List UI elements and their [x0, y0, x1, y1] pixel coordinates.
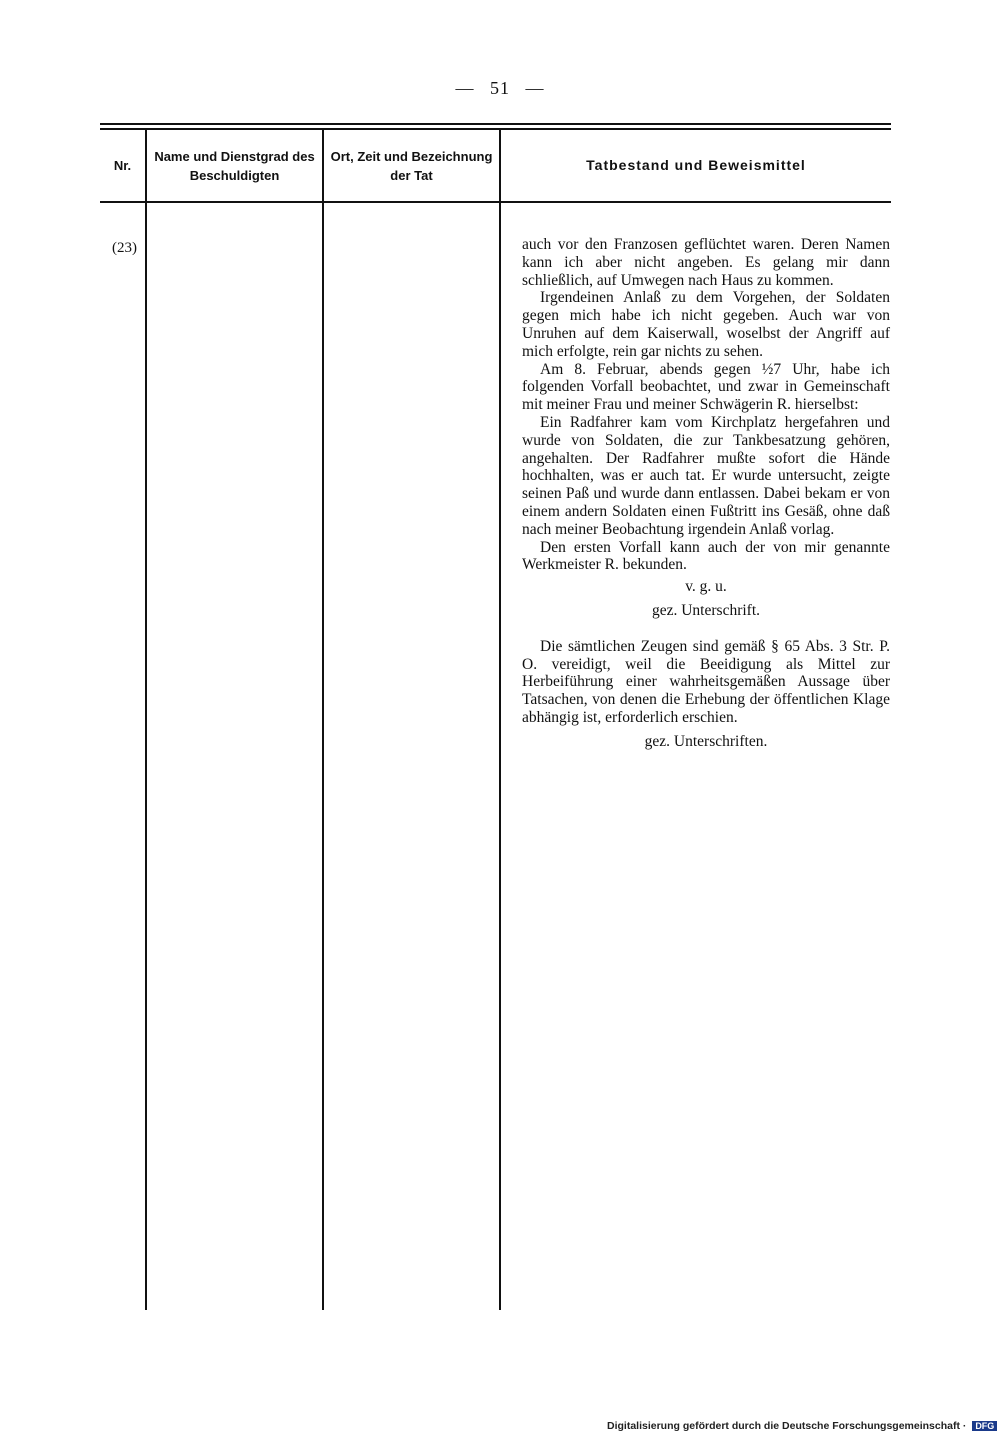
dfg-logo: DFG: [972, 1421, 997, 1431]
paragraph-5: Den ersten Vorfall kann auch der von mir genannte Werkmeister R. bekunden.: [522, 538, 890, 574]
paragraph-1: auch vor den Franzosen geflüchtet waren. Deren Namen kann ich aber nicht angeben. Es gelang mir dann schließlich, auf Umwegen nach Haus zu kommen.: [522, 236, 890, 289]
vgu-line: v. g. u.: [685, 578, 727, 596]
paragraph-3: Am 8. Februar, abends gegen ½7 Uhr, habe ich folgenden Vorfall beobachtet, und zwar in Gemeinschaft mit meiner Frau und meiner Schwägerin R. hierselbst:: [522, 360, 890, 414]
column-divider-3: [499, 130, 501, 1310]
tatbestand-text: [522, 236, 890, 751]
dash-left: —: [455, 78, 475, 98]
page-number: [0, 78, 1000, 99]
row-number: (23): [112, 240, 137, 256]
footer-text: Digitalisierung gefördert durch die Deutsche Forschungsgemeinschaft ·: [607, 1420, 967, 1432]
table-top-rule: [100, 123, 891, 125]
header-ort: Ort, Zeit und Bezeichnung der Tat: [330, 148, 493, 183]
column-divider-1: [145, 130, 147, 1310]
table-header-rule: [100, 201, 891, 203]
paragraph-4: Ein Radfahrer kam vom Kirchplatz hergefahren und wurde von Soldaten, die zur Tankbesatzung gehören, angehalten. Der Radfahrer mußte sofort die Hände hochhalten, was er auch tat. Er wurde untersucht, zeigte seinen Paß und wurde dann entlassen. Dabei bekam er von einem andern Soldaten einen Fußtritt ins Gesäß, ohne daß nach meiner Beobachtung irgendein Anlaß vorlag.: [522, 413, 890, 538]
header-tatbestand: Tatbestand und Beweismittel: [586, 157, 806, 173]
page-number-value: 51: [490, 78, 510, 98]
paragraph-2: Irgendeinen Anlaß zu dem Vorgehen, der Soldaten gegen mich habe ich nicht gegeben. Auch war von Unruhen auf dem Kaiserwall, woselbst der Angriff auf mich erfolgte, rein gar nichts zu sehen.: [522, 289, 890, 360]
signature-1: gez. Unterschrift.: [651, 601, 761, 619]
footer-credit: [607, 1420, 997, 1432]
column-divider-2: [322, 130, 324, 1310]
header-name: Name und Dienstgrad des Beschuldigten: [154, 148, 315, 183]
signature-2: gez. Unterschriften.: [644, 732, 768, 750]
dash-right: —: [525, 78, 545, 98]
header-nr: Nr.: [113, 158, 132, 173]
paragraph-6: Die sämtlichen Zeugen sind gemäß § 65 Abs. 3 Str. P. O. vereidigt, weil die Beeidigung als Mittel zur Herbeiführung einer wahrheitsgemäßen Aussage über Tatsachen, von denen die Erhebung der öffentlichen Klage abhängig ist, erforderlich erschien.: [522, 637, 890, 726]
